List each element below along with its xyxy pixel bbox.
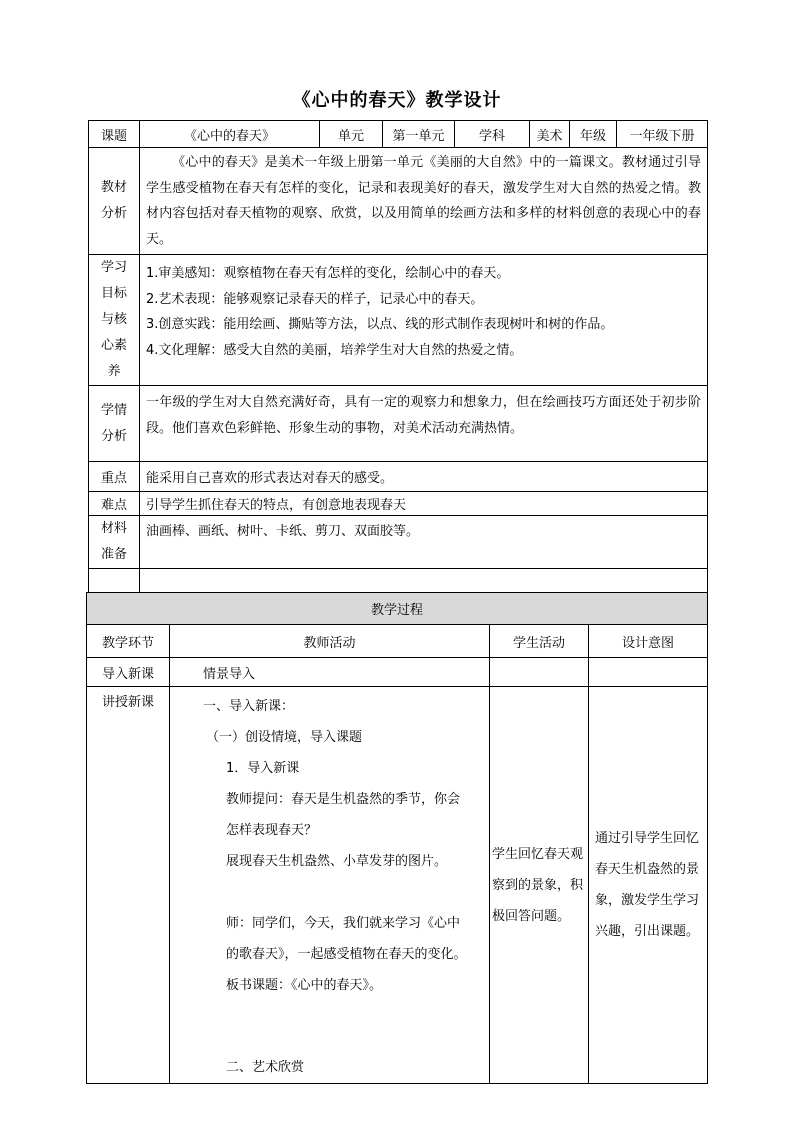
- goal-item: 1.审美感知：观察植物在春天有怎样的变化，绘制心中的春天。: [146, 266, 510, 281]
- teacher-line: 怎样表现春天？: [226, 823, 318, 838]
- teacher-line: 1．导入新课: [226, 761, 300, 776]
- learner-analysis-text: 一年级的学生对大自然充满好奇，具有一定的观察力和想象力，但在绘画技巧方面还处于初步阶段。他们喜欢色彩鲜艳、形象生动的事物，对美术活动充满热情。: [140, 386, 708, 462]
- materials-text: 油画棒、画纸、树叶、卡纸、剪刀、双面胶等。: [140, 516, 708, 569]
- subject-value: 美术: [530, 121, 570, 148]
- empty-cell: [140, 569, 708, 594]
- course-info-table: [88, 120, 708, 594]
- key-point-text: 能采用自己喜欢的形式表达对春天的感受。: [140, 462, 708, 492]
- goal-item: 2.艺术表现：能够观察记录春天的样子，记录心中的春天。: [146, 291, 484, 307]
- teacher-line: 的歌春天》，一起感受植物在春天的变化。: [226, 947, 467, 962]
- student-lecture: 学生回忆春天观察到的景象，积极回答问题。: [490, 687, 589, 1084]
- teacher-line: 二、艺术欣赏: [226, 1060, 305, 1075]
- goals-label: 学习 目标 与核 心素 养: [89, 255, 140, 386]
- teacher-line: 教师提问：春天是生机盎然的季节，你会: [226, 792, 461, 807]
- materials-label: 材料 准备: [89, 516, 140, 569]
- empty-cell: [89, 569, 140, 594]
- goal-item: 3.创意实践：能用绘画、撕贴等方法，以点、线的形式制作表现树叶和树的作品。: [146, 317, 614, 332]
- material-analysis-label: 教材 分析: [89, 148, 140, 255]
- process-header: 教学过程: [87, 593, 708, 625]
- key-point-label: 重点: [89, 462, 140, 492]
- intent-intro: [589, 658, 708, 687]
- student-intro: [490, 658, 589, 687]
- unit-label: 单元: [320, 121, 383, 148]
- grade-value: 一年级下册: [617, 121, 708, 148]
- document-title: 《心中的春天》教学设计: [292, 90, 502, 111]
- teacher-line: [170, 1032, 485, 1052]
- difficulty-text: 引导学生抓住春天的特点，有创意地表现春天: [140, 492, 708, 516]
- goal-item: 4.文化理解：感受大自然的美丽，培养学生对大自然的热爱之情。: [146, 342, 523, 358]
- stage-intro: 导入新课: [87, 658, 170, 687]
- subject-label: 学科: [455, 121, 530, 148]
- stage-lecture: 讲授新课: [87, 687, 170, 1084]
- teacher-line: [170, 1001, 485, 1032]
- learner-analysis-label: 学情 分析: [89, 386, 140, 462]
- teacher-line: 板书课题：《心中的春天》。: [226, 978, 383, 993]
- goals-list: [140, 255, 708, 386]
- unit-value: 第一单元: [383, 121, 455, 148]
- col-stage-header: 教学环节: [87, 625, 170, 658]
- col-intent-header: 设计意图: [589, 625, 708, 658]
- teacher-line: 师：同学们，今天，我们就来学习《心中: [226, 916, 461, 931]
- teacher-lecture: [170, 687, 490, 1084]
- course-label: 课题: [89, 121, 140, 148]
- teaching-process-table: [86, 592, 708, 1084]
- difficulty-label: 难点: [89, 492, 140, 516]
- teacher-line: （一）创设情境，导入课题: [206, 730, 363, 745]
- teacher-line: [170, 877, 485, 908]
- course-value: 《心中的春天》: [140, 121, 320, 148]
- grade-label: 年级: [570, 121, 617, 148]
- teacher-line: 一、导入新课：: [203, 699, 295, 714]
- intent-lecture: 通过引导学生回忆春天生机盎然的景象，激发学生学习兴趣，引出课题。: [589, 687, 708, 1084]
- col-teacher-header: 教师活动: [170, 625, 490, 658]
- material-analysis-text: 《心中的春天》是美术一年级上册第一单元《美丽的大自然》中的一篇课文。教材通过引导学生感受植物在春天有怎样的变化，记录和表现美好的春天，激发学生对大自然的热爱之情。教材内容包括对春天植物的观察、欣赏，以及用简单的绘画方法和多样的材料创意的表现心中的春天。: [140, 148, 708, 255]
- teacher-line: 展现春天生机盎然、小草发芽的图片。: [226, 854, 448, 869]
- teacher-intro: 情景导入: [170, 658, 490, 687]
- col-student-header: 学生活动: [490, 625, 589, 658]
